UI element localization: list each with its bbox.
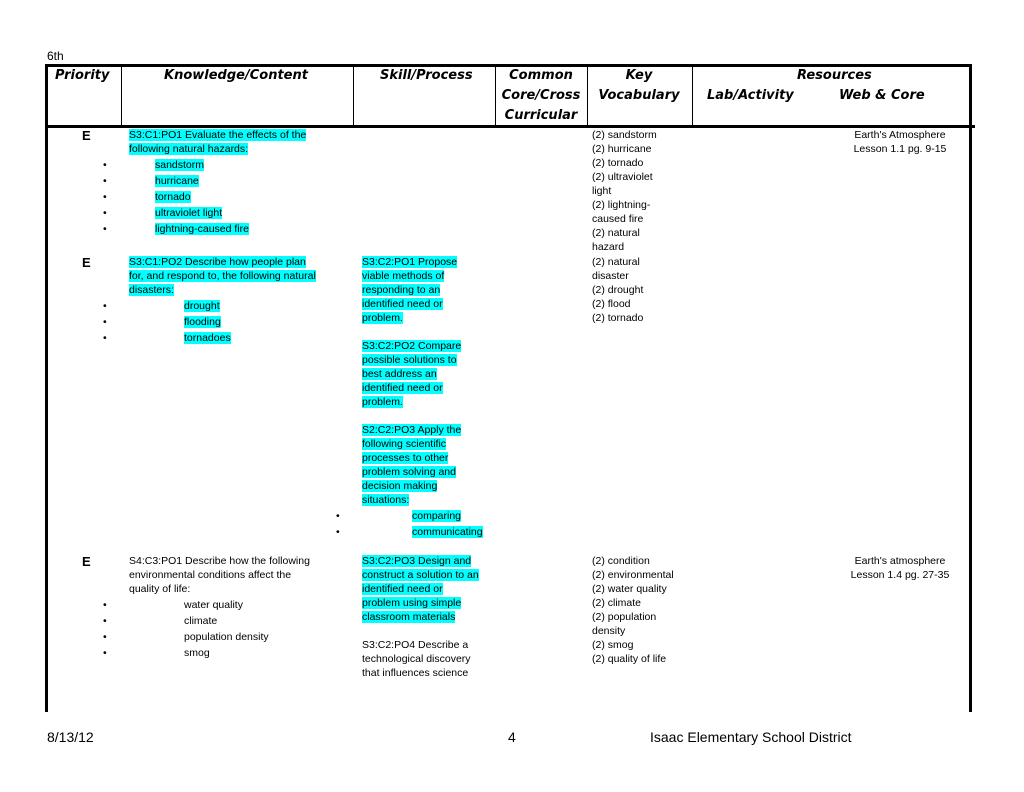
row-priority: E [82,128,91,143]
skill-line: identified need or [362,298,443,310]
vocab-item: light [592,185,612,197]
knowledge-line: S3:C1:PO1 Evaluate the effects of the [129,129,307,141]
column-divider [495,67,496,126]
bullet-text: hurricane [155,175,199,187]
skill-bullet [362,509,492,523]
skill-line: S3:C2:PO1 Propose [362,256,458,268]
vocab-item: (2) water quality [592,583,667,595]
skill-line: that influences science [362,667,469,679]
knowledge-bullet [129,222,351,236]
vocab-item: (2) flood [592,298,631,310]
bullet-text: drought [184,300,220,312]
skill-bullet [362,525,492,539]
knowledge-line: S3:C1:PO2 Describe how people plan [129,256,306,268]
vocab-item: (2) smog [592,639,634,651]
skill-block [362,554,492,624]
knowledge-bullet [129,598,351,612]
knowledge-line: disasters: [129,284,174,296]
row-vocabulary [592,255,692,325]
vocab-item: (2) population [592,611,657,623]
knowledge-line: environmental conditions affect the [129,569,292,581]
skill-line: following scientific [362,438,447,450]
skill-line: construct a solution to an [362,569,479,581]
vocab-item: disaster [592,270,629,282]
vocab-item: (2) climate [592,597,642,609]
bullet-text: sandstorm [155,159,205,171]
bullet-text: smog [184,647,210,659]
knowledge-line: following natural hazards: [129,143,249,155]
bullet-text: ultraviolet light [155,207,223,219]
footer-date: 8/13/12 [47,729,94,745]
vocab-item: hazard [592,241,625,253]
knowledge-bullet [129,630,351,644]
row-knowledge [129,128,351,236]
skill-line: responding to an [362,284,441,296]
header-key-vocabulary-line: Vocabulary [598,88,680,103]
knowledge-bullet [129,299,351,313]
row-knowledge [129,255,351,345]
footer-district: Isaac Elementary School District [650,729,852,745]
skill-block [362,339,492,409]
vocab-item: (2) ultraviolet [592,171,653,183]
header-resources: Resources [797,68,872,83]
skill-line: classroom materials [362,611,456,623]
vocab-item: (2) sandstorm [592,129,657,141]
skill-line: identified need or [362,382,443,394]
row-priority: E [82,255,91,270]
bullet-text: flooding [184,316,221,328]
bullet-text: lightning-caused fire [155,223,249,235]
vocab-item: (2) quality of life [592,653,667,665]
skill-line: S3:C2:PO3 Design and [362,555,472,567]
skill-line: S2:C2:PO3 Apply the [362,424,462,436]
skill-line: viable methods of [362,270,445,282]
header-skill: Skill/Process [380,68,473,83]
vocab-item: (2) natural [592,227,640,239]
grade-label: 6th [47,49,64,63]
header-priority: Priority [55,68,110,83]
web-resource-line: Lesson 1.1 pg. 9-15 [853,143,947,155]
column-divider [121,67,122,126]
row-skills [362,554,492,680]
web-resource-line: Earth's atmosphere [854,555,946,567]
column-divider [353,67,354,126]
footer-page-number: 4 [508,729,516,745]
vocab-item: (2) lightning- [592,199,651,211]
knowledge-bullet [129,331,351,345]
row-vocabulary [592,128,692,254]
knowledge-bullet [129,158,351,172]
row-web-resource [830,128,970,156]
header-common-core [497,66,585,126]
vocab-item: (2) natural [592,256,640,268]
header-knowledge: Knowledge/Content [164,68,308,83]
header-key-vocabulary [589,66,689,106]
knowledge-bullet [129,206,351,220]
skill-line: identified need or [362,583,443,595]
bullet-text: climate [184,615,218,627]
vocab-item: density [592,625,626,637]
web-resource-line: Lesson 1.4 pg. 27-35 [850,569,950,581]
bullet-text: comparing [412,510,462,522]
row-skills [362,255,492,553]
knowledge-bullet [129,614,351,628]
skill-line: problem. [362,396,403,408]
bullet-text: tornado [155,191,191,203]
skill-line: problem using simple [362,597,462,609]
knowledge-line: S4:C3:PO1 Describe how the following [129,555,310,567]
skill-block [362,638,492,680]
vocab-item: (2) tornado [592,312,644,324]
knowledge-bullet [129,315,351,329]
knowledge-bullet [129,190,351,204]
skill-line: possible solutions to [362,354,457,366]
column-divider [692,67,693,126]
column-divider [587,67,588,126]
bullet-text: communicating [412,526,483,538]
skill-line: technological discovery [362,653,471,665]
row-web-resource [830,554,970,582]
vocab-item: (2) environmental [592,569,674,581]
vocab-item: (2) drought [592,284,644,296]
vocab-item: caused fire [592,213,644,225]
skill-line: best address an [362,368,437,380]
skill-line: S3:C2:PO2 Compare [362,340,462,352]
vocab-item: (2) condition [592,555,650,567]
header-web-core: Web & Core [839,88,925,103]
row-vocabulary [592,554,692,666]
bullet-text: population density [184,631,269,643]
header-lab-activity: Lab/Activity [707,88,794,103]
vocab-item: (2) tornado [592,157,644,169]
bullet-text: water quality [184,599,243,611]
row-priority: E [82,554,91,569]
skill-line: processes to other [362,452,449,464]
header-common-core-line: Common [509,68,573,83]
bullet-text: tornadoes [184,332,231,344]
knowledge-line: for, and respond to, the following natural [129,270,316,282]
row-knowledge [129,554,351,660]
skill-line: problem solving and [362,466,456,478]
knowledge-line: quality of life: [129,583,191,595]
header-key-vocabulary-line: Key [625,68,653,83]
vocab-item: (2) hurricane [592,143,652,155]
header-common-core-line: Curricular [504,108,578,123]
skill-line: decision making [362,480,438,492]
skill-line: situations: [362,494,410,506]
skill-block [362,255,492,325]
knowledge-bullet [129,174,351,188]
web-resource-line: Earth's Atmosphere [854,129,946,141]
header-common-core-line: Core/Cross [501,88,581,103]
skill-line: problem. [362,312,403,324]
skill-block [362,423,492,539]
skill-line: S3:C2:PO4 Describe a [362,639,469,651]
knowledge-bullet [129,646,351,660]
